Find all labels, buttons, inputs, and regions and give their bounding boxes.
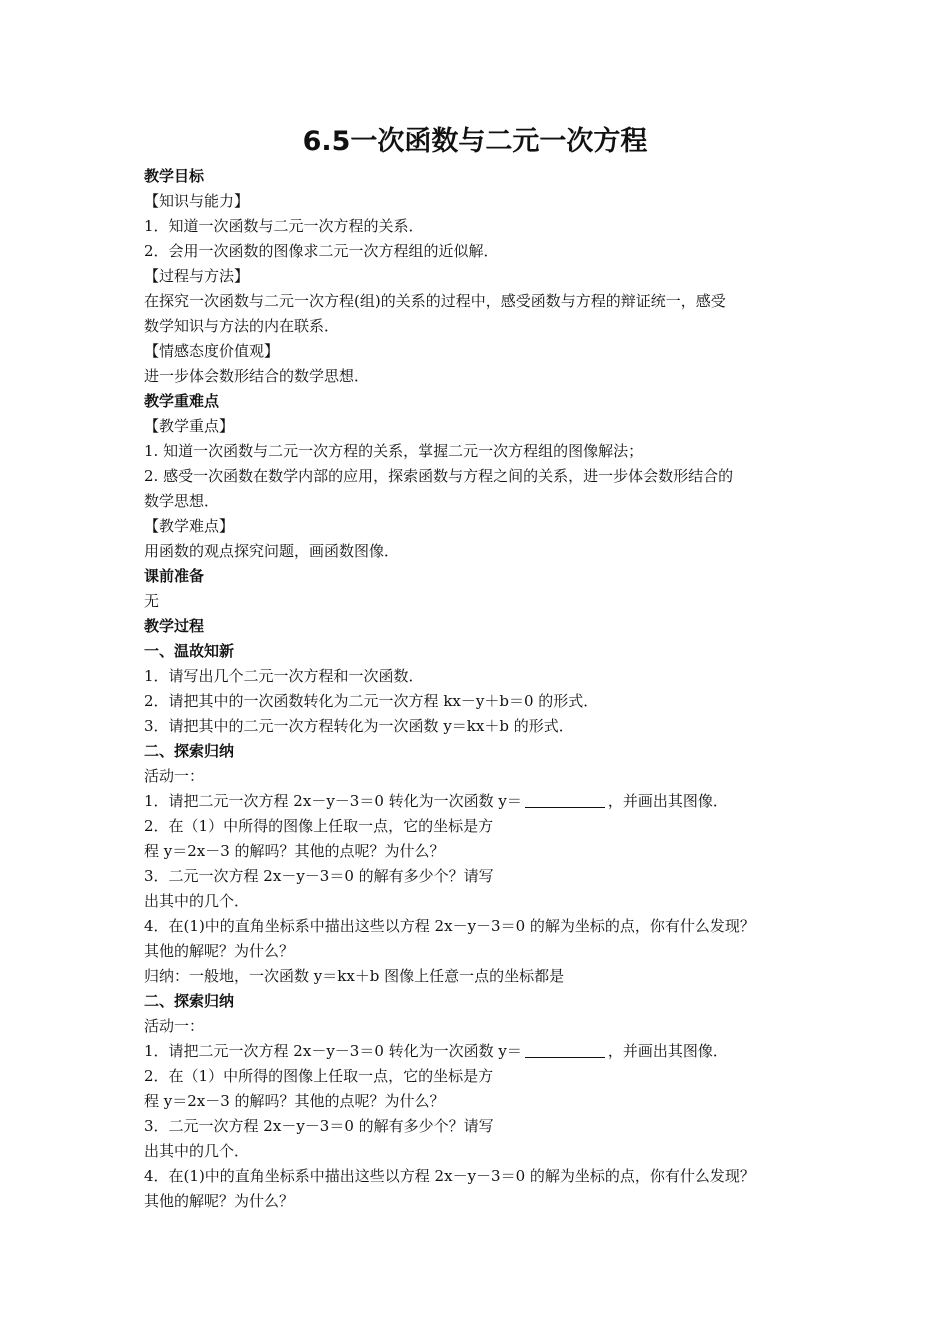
difficult-point-1: 用函数的观点探究问题，画函数图像． (144, 542, 400, 560)
page-title: 6.5一次函数与二元一次方程 (302, 126, 648, 157)
activity-label: 活动一： (144, 767, 205, 785)
review-q1: 1．请写出几个二元一次方程和一次函数． (144, 667, 424, 685)
document-body (144, 164, 834, 1214)
activity-q3a: 3．二元一次方程 2x－y－3＝0 的解有多少个？请写 (144, 867, 494, 885)
prep-text: 无 (144, 592, 160, 610)
goal-process-1: 在探究一次函数与二元一次方程(组)的关系的过程中，感受函数与方程的辩证统一，感受 (144, 292, 726, 310)
activity-q4b: 其他的解呢？为什么？ (144, 942, 295, 960)
key-point-3: 数学思想． (144, 492, 220, 510)
activity-q2b: 程 y＝2x－3 的解吗？其他的点呢？为什么？ (144, 842, 445, 860)
summary-text: 归纳：一般地，一次函数 y＝kx＋b 图像上任意一点的坐标都是 (144, 967, 565, 985)
activity-q1-text-repeat: 1．请把二元一次方程 2x－y－3＝0 转化为一次函数 y＝ (144, 1042, 522, 1060)
activity-q1-suffix: ，并画出其图像． (607, 792, 728, 810)
goal-knowledge-1: 1．知道一次函数与二元一次方程的关系． (144, 217, 424, 235)
heading-prep: 课前准备 (144, 567, 205, 585)
heading-review: 一、温故知新 (144, 642, 235, 660)
activity-q1 (144, 789, 834, 814)
activity-q4a: 4．在(1)中的直角坐标系中描出这些以方程 2x－y－3＝0 的解为坐标的点，你有什么发现？ (144, 917, 755, 935)
key-point-2: 2. 感受一次函数在数学内部的应用，探索函数与方程之间的关系，进一步体会数形结合的 (144, 467, 734, 485)
answer-blank (525, 793, 605, 808)
heading-keypoints: 教学重难点 (144, 392, 220, 410)
heading-explore: 二、探索归纳 (144, 742, 235, 760)
goal-emotion-1: 进一步体会数形结合的数学思想． (144, 367, 370, 385)
goal-process-2: 数学知识与方法的内在联系． (144, 317, 340, 335)
activity-q4a-repeat: 4．在(1)中的直角坐标系中描出这些以方程 2x－y－3＝0 的解为坐标的点，你有什么发现？ (144, 1167, 755, 1185)
review-q3: 3．请把其中的二元一次方程转化为一次函数 y＝kx＋b 的形式． (144, 717, 574, 735)
activity-q3b: 出其中的几个． (144, 892, 250, 910)
label-difficult: 【教学难点】 (144, 517, 235, 535)
activity-q2a-repeat: 2．在（1）中所得的图像上任取一点，它的坐标是方 (144, 1067, 494, 1085)
activity-q1-repeat (144, 1039, 834, 1064)
label-knowledge: 【知识与能力】 (144, 192, 250, 210)
activity-q4b-repeat: 其他的解呢？为什么？ (144, 1192, 295, 1210)
activity-q1-text: 1．请把二元一次方程 2x－y－3＝0 转化为一次函数 y＝ (144, 792, 522, 810)
key-point-1: 1. 知道一次函数与二元一次方程的关系，掌握二元一次方程组的图像解法； (144, 442, 644, 460)
activity-label-repeat: 活动一： (144, 1017, 205, 1035)
heading-goals: 教学目标 (144, 167, 205, 185)
activity-q1-suffix-repeat: ，并画出其图像． (607, 1042, 728, 1060)
activity-q3a-repeat: 3．二元一次方程 2x－y－3＝0 的解有多少个？请写 (144, 1117, 494, 1135)
activity-q2b-repeat: 程 y＝2x－3 的解吗？其他的点呢？为什么？ (144, 1092, 445, 1110)
answer-blank-repeat (525, 1043, 605, 1058)
heading-explore-repeat: 二、探索归纳 (144, 992, 235, 1010)
activity-q3b-repeat: 出其中的几个． (144, 1142, 250, 1160)
goal-knowledge-2: 2．会用一次函数的图像求二元一次方程组的近似解． (144, 242, 499, 260)
label-key: 【教学重点】 (144, 417, 235, 435)
activity-q2a: 2．在（1）中所得的图像上任取一点，它的坐标是方 (144, 817, 494, 835)
review-q2: 2．请把其中的一次函数转化为二元一次方程 kx－y＋b＝0 的形式． (144, 692, 599, 710)
heading-process: 教学过程 (144, 617, 205, 635)
label-emotion: 【情感态度价值观】 (144, 342, 280, 360)
label-process-method: 【过程与方法】 (144, 267, 250, 285)
